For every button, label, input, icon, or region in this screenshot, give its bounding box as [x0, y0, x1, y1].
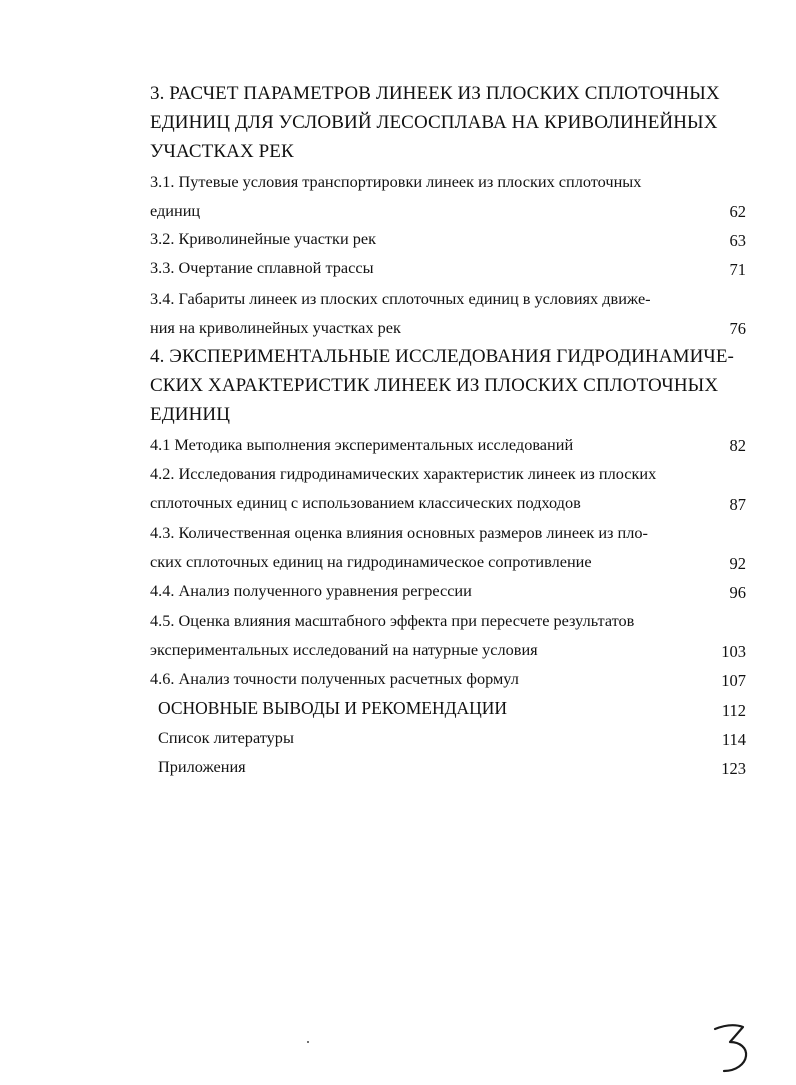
section-4-5-page-number: 103: [721, 642, 746, 661]
section-4-2-page-number: 87: [729, 495, 746, 514]
section-4-2-title-line-2: сплоточных единиц с использованием классических подходов: [150, 493, 581, 512]
section-4-1-page-number: 82: [729, 436, 746, 455]
chapter-3-title-line-1: 3. РАСЧЕТ ПАРАМЕТРОВ ЛИНЕЕК ИЗ ПЛОСКИХ СПЛОТОЧНЫХ: [150, 83, 720, 104]
section-4-6-title: 4.6. Анализ точности полученных расчетных формул: [150, 669, 519, 688]
conclusions-title: ОСНОВНЫЕ ВЫВОДЫ И РЕКОМЕНДАЦИИ: [158, 698, 508, 718]
section-4-5-title-line-1: 4.5. Оценка влияния масштабного эффекта при пересчете результатов: [150, 611, 635, 630]
section-4-4-page-number: 96: [729, 583, 746, 602]
scan-speck: [307, 1041, 309, 1043]
section-4-5-title-line-2: экспериментальных исследований на натурные условия: [150, 640, 538, 659]
appendices-page-number: 123: [721, 759, 746, 778]
references-title: Список литературы: [158, 728, 294, 747]
appendices-title: Приложения: [158, 757, 246, 776]
section-4-2-title-line-1: 4.2. Исследования гидродинамических характеристик линеек из плоских: [150, 464, 657, 483]
section-3-4-title-line-1: 3.4. Габариты линеек из плоских сплоточных единиц в условиях движе-: [150, 289, 651, 308]
chapter-4-title-line-2: СКИХ ХАРАКТЕРИСТИК ЛИНЕЕК ИЗ ПЛОСКИХ СПЛОТОЧНЫХ: [150, 375, 719, 396]
section-3-2-page-number: 63: [729, 231, 746, 250]
chapter-4-title-line-3: ЕДИНИЦ: [150, 404, 231, 425]
section-3-4-title-line-2: ния на криволинейных участках рек: [150, 318, 401, 337]
references-page-number: 114: [721, 730, 746, 749]
section-4-3-title-line-1: 4.3. Количественная оценка влияния основных размеров линеек из пло-: [150, 523, 648, 542]
section-3-3-title: 3.3. Очертание сплавной трассы: [150, 258, 374, 277]
section-3-3-page-number: 71: [729, 260, 746, 279]
section-3-2-title: 3.2. Криволинейные участки рек: [150, 229, 377, 248]
conclusions-page-number: 112: [721, 701, 746, 720]
section-4-1-title: 4.1 Методика выполнения экспериментальных исследований: [150, 435, 574, 454]
section-4-3-title-line-2: ских сплоточных единиц на гидродинамическое сопротивление: [150, 552, 592, 571]
handwritten-page-number: [700, 1015, 760, 1075]
chapter-3-title-line-2: ЕДИНИЦ ДЛЯ УСЛОВИЙ ЛЕСОСПЛАВА НА КРИВОЛИНЕЙНЫХ: [150, 112, 718, 133]
section-3-1-title-line-1: 3.1. Путевые условия транспортировки линеек из плоских сплоточных: [150, 172, 642, 191]
section-4-6-page-number: 107: [721, 671, 746, 690]
section-3-1-title-line-2: единиц: [150, 201, 201, 220]
section-3-4-page-number: 76: [729, 319, 746, 338]
section-4-3-page-number: 92: [729, 554, 746, 573]
chapter-3-title-line-3: УЧАСТКАХ РЕК: [150, 141, 294, 162]
chapter-4-title-line-1: 4. ЭКСПЕРИМЕНТАЛЬНЫЕ ИССЛЕДОВАНИЯ ГИДРОДИНАМИЧЕ-: [150, 346, 734, 367]
section-4-4-title: 4.4. Анализ полученного уравнения регрессии: [150, 581, 472, 600]
section-3-1-page-number: 62: [729, 202, 746, 221]
